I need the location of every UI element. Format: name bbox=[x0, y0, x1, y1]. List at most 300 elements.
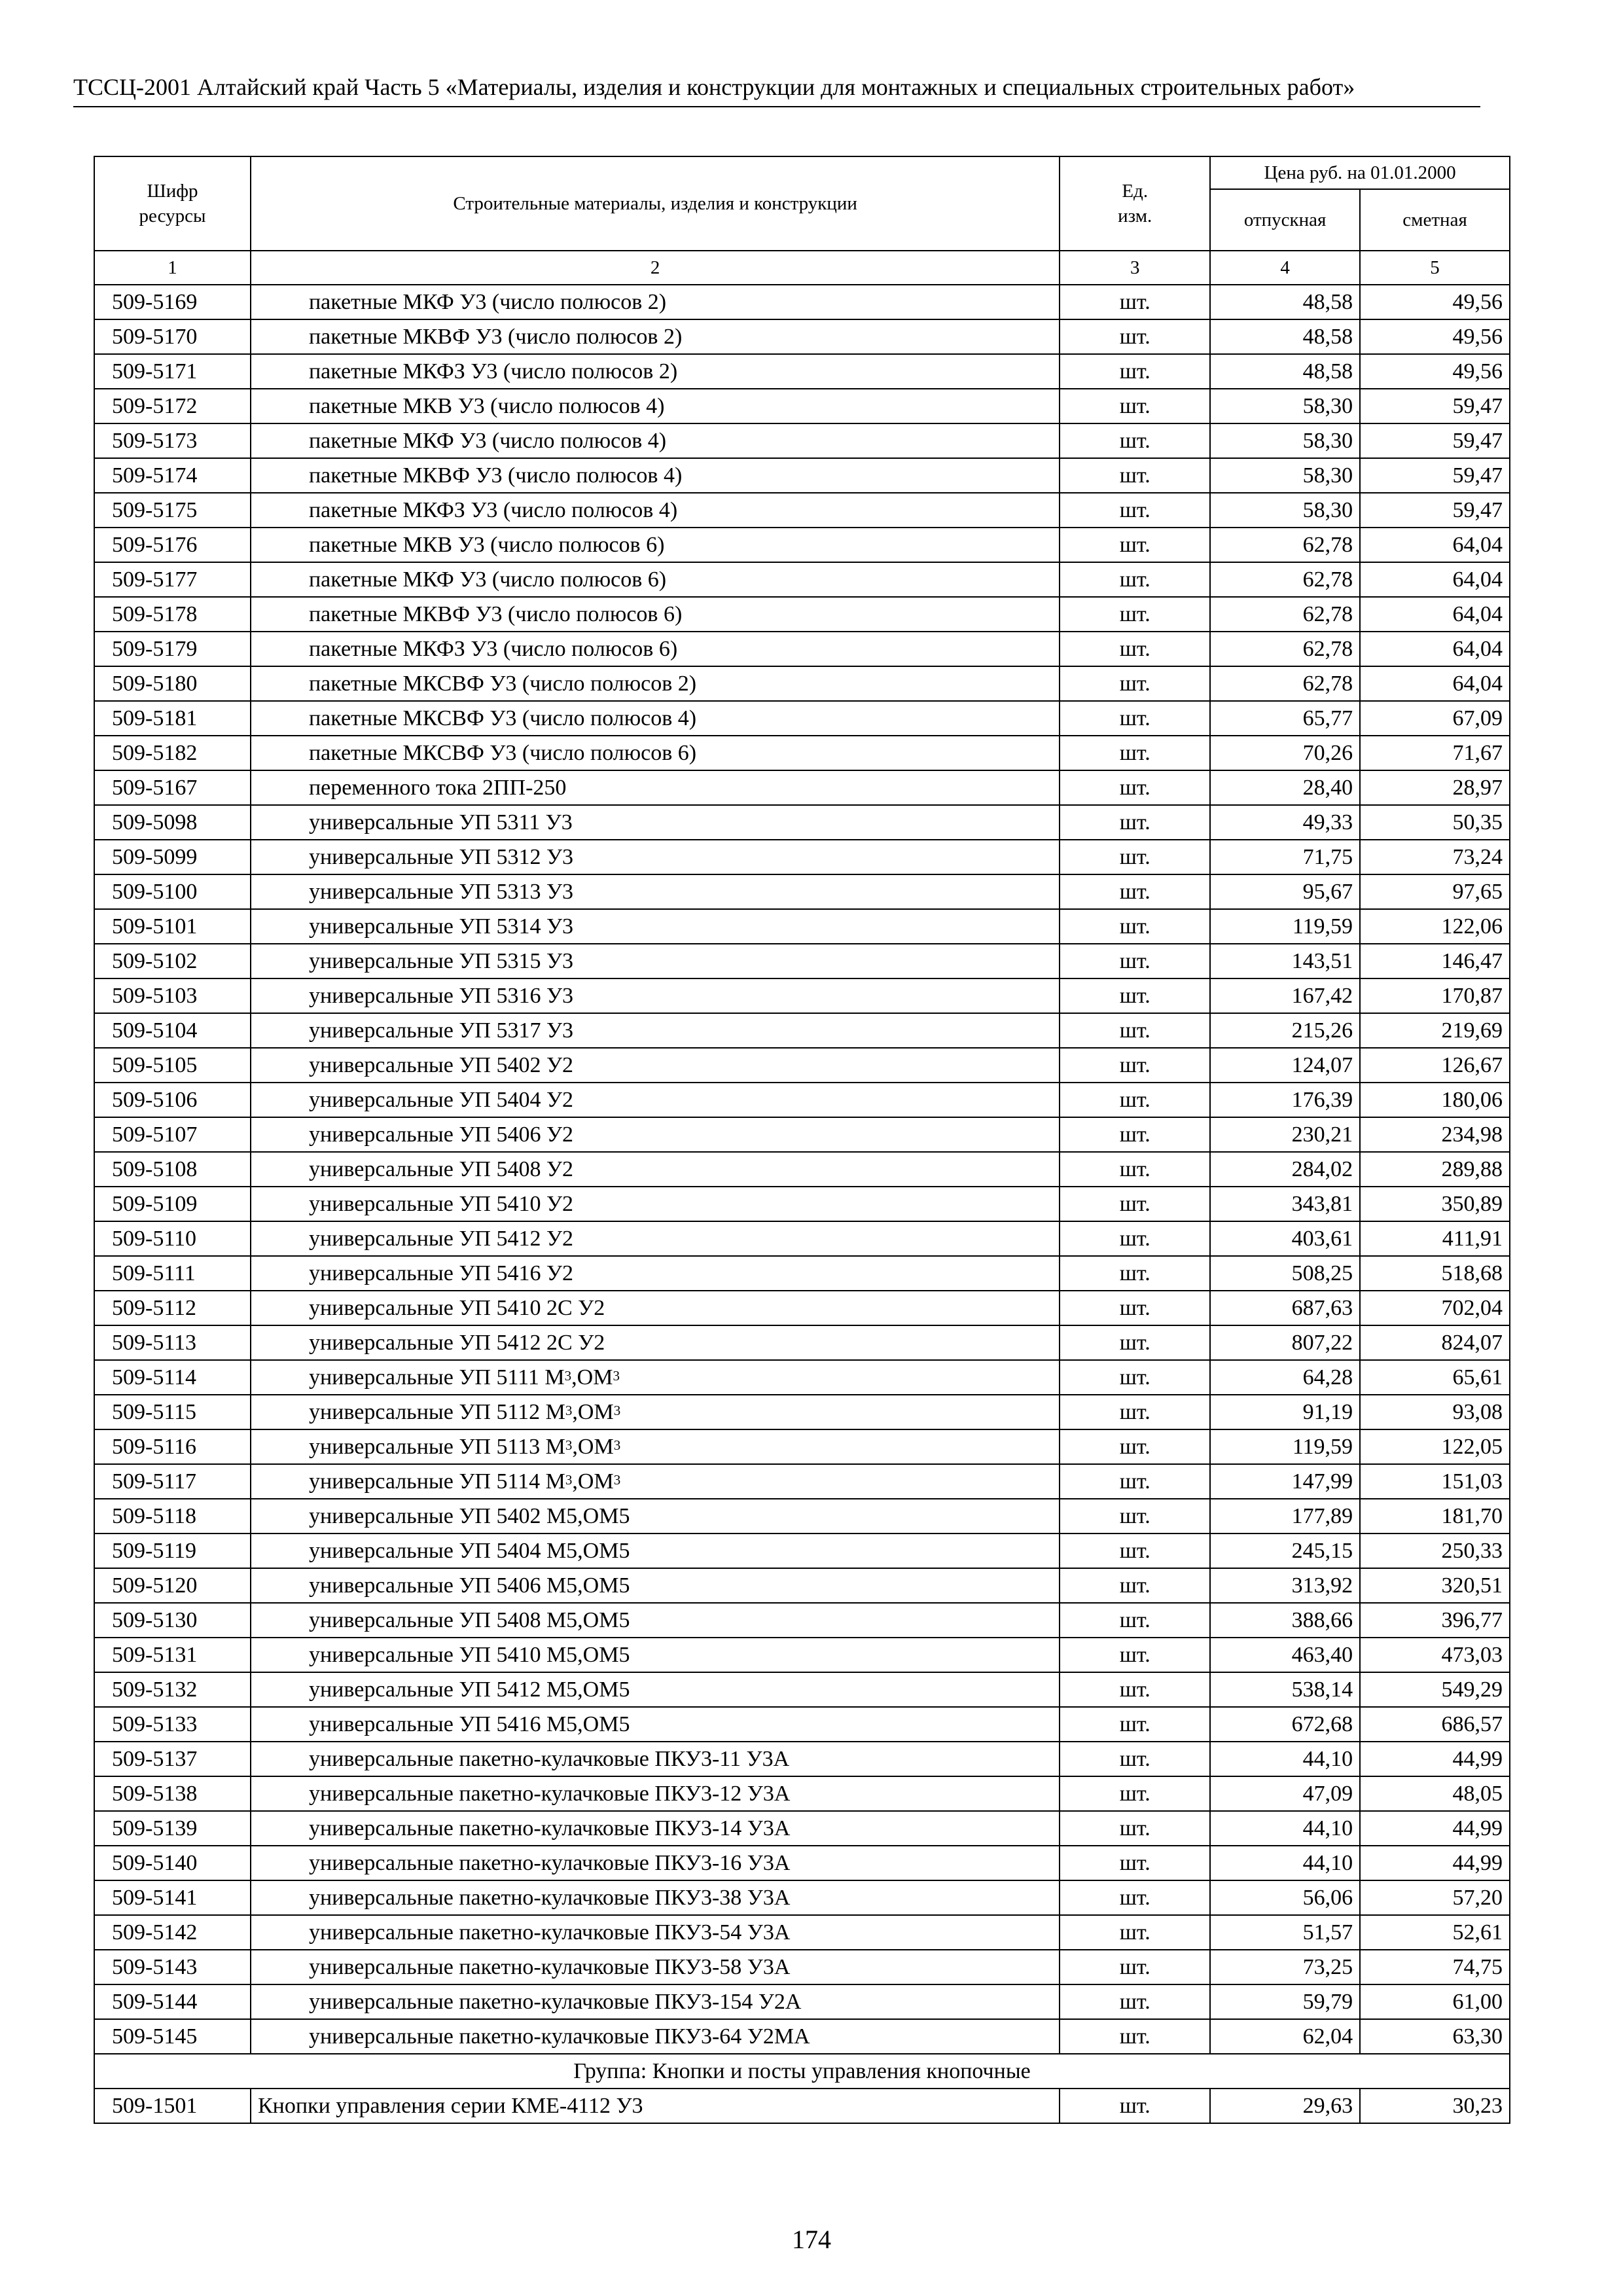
table-row bbox=[94, 1603, 1510, 1638]
unit-of-measure: шт. bbox=[1060, 944, 1210, 978]
table-row bbox=[94, 1846, 1510, 1880]
material-name: универсальные УП 5406 М5,ОМ5 bbox=[251, 1568, 1060, 1603]
resource-code: 509-5119 bbox=[94, 1534, 251, 1568]
unit-of-measure: шт. bbox=[1060, 736, 1210, 770]
material-name: пакетные МКСВФ У3 (число полюсов 4) bbox=[251, 701, 1060, 736]
unit-of-measure: шт. bbox=[1060, 423, 1210, 458]
estimate-price: 64,04 bbox=[1360, 666, 1510, 701]
unit-of-measure: шт. bbox=[1060, 389, 1210, 423]
table-row bbox=[94, 1048, 1510, 1083]
unit-of-measure: шт. bbox=[1060, 562, 1210, 597]
unit-of-measure: шт. bbox=[1060, 840, 1210, 874]
unit-of-measure: шт. bbox=[1060, 1499, 1210, 1534]
unit-of-measure: шт. bbox=[1060, 1187, 1210, 1221]
release-price: 48,58 bbox=[1210, 319, 1360, 354]
resource-code: 509-5172 bbox=[94, 389, 251, 423]
resource-code: 509-5138 bbox=[94, 1776, 251, 1811]
table-row bbox=[94, 1117, 1510, 1152]
table-row bbox=[94, 493, 1510, 528]
estimate-price: 50,35 bbox=[1360, 805, 1510, 840]
estimate-price: 49,56 bbox=[1360, 319, 1510, 354]
release-price: 343,81 bbox=[1210, 1187, 1360, 1221]
table-row bbox=[94, 840, 1510, 874]
resource-code: 509-5102 bbox=[94, 944, 251, 978]
resource-code: 509-5177 bbox=[94, 562, 251, 597]
table-row bbox=[94, 1013, 1510, 1048]
release-price: 167,42 bbox=[1210, 978, 1360, 1013]
resource-code: 509-5100 bbox=[94, 874, 251, 909]
unit-of-measure: шт. bbox=[1060, 354, 1210, 389]
estimate-price: 180,06 bbox=[1360, 1083, 1510, 1117]
release-price: 403,61 bbox=[1210, 1221, 1360, 1256]
material-name-text: универсальные УП 5113 М bbox=[308, 1434, 565, 1459]
release-price: 71,75 bbox=[1210, 840, 1360, 874]
column-header-estimate-price: сметная bbox=[1360, 189, 1510, 251]
unit-of-measure: шт. bbox=[1060, 1117, 1210, 1152]
table-row bbox=[94, 909, 1510, 944]
release-price: 49,33 bbox=[1210, 805, 1360, 840]
resource-code: 509-5178 bbox=[94, 597, 251, 632]
resource-code: 509-5175 bbox=[94, 493, 251, 528]
table-row bbox=[94, 632, 1510, 666]
table-row bbox=[94, 2019, 1510, 2054]
unit-of-measure: шт. bbox=[1060, 1811, 1210, 1846]
estimate-price: 63,30 bbox=[1360, 2019, 1510, 2054]
resource-code: 509-5106 bbox=[94, 1083, 251, 1117]
material-name: универсальные УП 5408 У2 bbox=[251, 1152, 1060, 1187]
superscript: 3 bbox=[613, 1471, 621, 1488]
material-name: пакетные МКСВФ У3 (число полюсов 2) bbox=[251, 666, 1060, 701]
table-row bbox=[94, 1083, 1510, 1117]
resource-code: 509-5174 bbox=[94, 458, 251, 493]
resource-code: 509-5114 bbox=[94, 1360, 251, 1395]
release-price: 807,22 bbox=[1210, 1325, 1360, 1360]
resource-code: 509-5144 bbox=[94, 1984, 251, 2019]
resource-code: 509-5108 bbox=[94, 1152, 251, 1187]
table-row bbox=[94, 1429, 1510, 1464]
release-price: 62,04 bbox=[1210, 2019, 1360, 2054]
table-row bbox=[94, 978, 1510, 1013]
release-price: 119,59 bbox=[1210, 909, 1360, 944]
material-name: универсальные УП 5402 У2 bbox=[251, 1048, 1060, 1083]
unit-of-measure: шт. bbox=[1060, 1534, 1210, 1568]
release-price: 463,40 bbox=[1210, 1638, 1360, 1672]
estimate-price: 73,24 bbox=[1360, 840, 1510, 874]
resource-code: 509-5104 bbox=[94, 1013, 251, 1048]
estimate-price: 518,68 bbox=[1360, 1256, 1510, 1291]
table-row bbox=[94, 354, 1510, 389]
table-row bbox=[94, 1152, 1510, 1187]
material-name: пакетные МКСВФ У3 (число полюсов 6) bbox=[251, 736, 1060, 770]
unit-of-measure: шт. bbox=[1060, 2019, 1210, 2054]
unit-of-measure: шт. bbox=[1060, 1256, 1210, 1291]
estimate-price: 52,61 bbox=[1360, 1915, 1510, 1950]
estimate-price: 350,89 bbox=[1360, 1187, 1510, 1221]
material-name: универсальные УП 5314 У3 bbox=[251, 909, 1060, 944]
unit-of-measure: шт. bbox=[1060, 1638, 1210, 1672]
unit-of-measure: шт. bbox=[1060, 1083, 1210, 1117]
estimate-price: 44,99 bbox=[1360, 1846, 1510, 1880]
resource-code: 509-5171 bbox=[94, 354, 251, 389]
release-price: 58,30 bbox=[1210, 493, 1360, 528]
resource-code: 509-5137 bbox=[94, 1742, 251, 1776]
release-price: 91,19 bbox=[1210, 1395, 1360, 1429]
unit-of-measure: шт. bbox=[1060, 701, 1210, 736]
resource-code: 509-5173 bbox=[94, 423, 251, 458]
unit-of-measure: шт. bbox=[1060, 1984, 1210, 2019]
estimate-price: 320,51 bbox=[1360, 1568, 1510, 1603]
table-row bbox=[94, 805, 1510, 840]
material-name bbox=[251, 1464, 1060, 1499]
estimate-price: 64,04 bbox=[1360, 528, 1510, 562]
table-row bbox=[94, 1256, 1510, 1291]
material-name: пакетные МКФЗ У3 (число полюсов 2) bbox=[251, 354, 1060, 389]
table-row bbox=[94, 736, 1510, 770]
estimate-price: 44,99 bbox=[1360, 1811, 1510, 1846]
release-price: 56,06 bbox=[1210, 1880, 1360, 1915]
release-price: 47,09 bbox=[1210, 1776, 1360, 1811]
resource-code: 509-5182 bbox=[94, 736, 251, 770]
superscript: 3 bbox=[613, 1437, 621, 1453]
column-header-name: Строительные материалы, изделия и конструкции bbox=[251, 156, 1060, 251]
unit-of-measure: шт. bbox=[1060, 1152, 1210, 1187]
release-price: 64,28 bbox=[1210, 1360, 1360, 1395]
resource-code: 509-5105 bbox=[94, 1048, 251, 1083]
material-name: универсальные УП 5312 У3 bbox=[251, 840, 1060, 874]
material-name: переменного тока 2ПП-250 bbox=[251, 770, 1060, 805]
resource-code: 509-5101 bbox=[94, 909, 251, 944]
resource-code: 509-5113 bbox=[94, 1325, 251, 1360]
estimate-price: 686,57 bbox=[1360, 1707, 1510, 1742]
resource-code: 509-5116 bbox=[94, 1429, 251, 1464]
release-price: 508,25 bbox=[1210, 1256, 1360, 1291]
material-name: пакетные МКВ У3 (число полюсов 6) bbox=[251, 528, 1060, 562]
table-row bbox=[94, 1984, 1510, 2019]
estimate-price: 57,20 bbox=[1360, 1880, 1510, 1915]
resource-code: 509-5145 bbox=[94, 2019, 251, 2054]
material-name: пакетные МКВФ У3 (число полюсов 2) bbox=[251, 319, 1060, 354]
unit-of-measure: шт. bbox=[1060, 1221, 1210, 1256]
unit-of-measure: шт. bbox=[1060, 319, 1210, 354]
release-price: 59,79 bbox=[1210, 1984, 1360, 2019]
resource-code: 509-5109 bbox=[94, 1187, 251, 1221]
material-name: универсальные УП 5402 М5,ОМ5 bbox=[251, 1499, 1060, 1534]
column-header-release-price: отпускная bbox=[1210, 189, 1360, 251]
resource-code: 509-5130 bbox=[94, 1603, 251, 1638]
resource-code: 509-5133 bbox=[94, 1707, 251, 1742]
material-name: универсальные УП 5317 У3 bbox=[251, 1013, 1060, 1048]
estimate-price: 30,23 bbox=[1360, 2089, 1510, 2123]
table-row bbox=[94, 389, 1510, 423]
table-row bbox=[94, 1464, 1510, 1499]
release-price: 284,02 bbox=[1210, 1152, 1360, 1187]
release-price: 44,10 bbox=[1210, 1846, 1360, 1880]
material-name: пакетные МКВФ У3 (число полюсов 6) bbox=[251, 597, 1060, 632]
resource-code: 509-5110 bbox=[94, 1221, 251, 1256]
resource-code: 509-5139 bbox=[94, 1811, 251, 1846]
material-name: пакетные МКФЗ У3 (число полюсов 4) bbox=[251, 493, 1060, 528]
table-row bbox=[94, 770, 1510, 805]
table-row bbox=[94, 1742, 1510, 1776]
estimate-price: 64,04 bbox=[1360, 632, 1510, 666]
material-name: универсальные УП 5404 У2 bbox=[251, 1083, 1060, 1117]
superscript: 3 bbox=[613, 1367, 620, 1384]
column-number-5: 5 bbox=[1360, 251, 1510, 285]
material-name bbox=[251, 1395, 1060, 1429]
estimate-price: 122,05 bbox=[1360, 1429, 1510, 1464]
material-name: Кнопки управления серии КМЕ-4112 У3 bbox=[251, 2089, 1060, 2123]
table-row bbox=[94, 1221, 1510, 1256]
estimate-price: 59,47 bbox=[1360, 423, 1510, 458]
release-price: 62,78 bbox=[1210, 562, 1360, 597]
release-price: 215,26 bbox=[1210, 1013, 1360, 1048]
unit-of-measure: шт. bbox=[1060, 1846, 1210, 1880]
material-name-text: универсальные УП 5111 М bbox=[308, 1365, 565, 1390]
material-name: универсальные УП 5404 М5,ОМ5 bbox=[251, 1534, 1060, 1568]
release-price: 44,10 bbox=[1210, 1742, 1360, 1776]
material-name: пакетные МКВ У3 (число полюсов 4) bbox=[251, 389, 1060, 423]
material-name-text: универсальные УП 5114 М bbox=[308, 1469, 565, 1494]
estimate-price: 181,70 bbox=[1360, 1499, 1510, 1534]
unit-of-measure: шт. bbox=[1060, 1360, 1210, 1395]
release-price: 95,67 bbox=[1210, 874, 1360, 909]
table-row bbox=[94, 1638, 1510, 1672]
material-name: универсальные УП 5416 У2 bbox=[251, 1256, 1060, 1291]
material-name: универсальные УП 5315 У3 bbox=[251, 944, 1060, 978]
unit-of-measure: шт. bbox=[1060, 1013, 1210, 1048]
group-heading: Группа: Кнопки и посты управления кнопочные bbox=[94, 2054, 1510, 2089]
superscript: 3 bbox=[565, 1471, 573, 1488]
column-header-unit: Ед. изм. bbox=[1060, 156, 1210, 251]
resource-code: 509-5107 bbox=[94, 1117, 251, 1152]
material-name: универсальные УП 5412 М5,ОМ5 bbox=[251, 1672, 1060, 1707]
estimate-price: 28,97 bbox=[1360, 770, 1510, 805]
table-row bbox=[94, 1291, 1510, 1325]
resource-code: 509-5167 bbox=[94, 770, 251, 805]
resource-code: 509-5180 bbox=[94, 666, 251, 701]
release-price: 124,07 bbox=[1210, 1048, 1360, 1083]
table-row bbox=[94, 1811, 1510, 1846]
resource-code: 509-5142 bbox=[94, 1915, 251, 1950]
table-row bbox=[94, 319, 1510, 354]
estimate-price: 824,07 bbox=[1360, 1325, 1510, 1360]
estimate-price: 49,56 bbox=[1360, 285, 1510, 319]
material-name: универсальные пакетно-кулачковые ПКУ3-12 У3А bbox=[251, 1776, 1060, 1811]
unit-of-measure: шт. bbox=[1060, 909, 1210, 944]
table-row bbox=[94, 528, 1510, 562]
estimate-price: 289,88 bbox=[1360, 1152, 1510, 1187]
estimate-price: 65,61 bbox=[1360, 1360, 1510, 1395]
unit-of-measure: шт. bbox=[1060, 770, 1210, 805]
material-name: универсальные пакетно-кулачковые ПКУ3-11 У3А bbox=[251, 1742, 1060, 1776]
material-name: пакетные МКФ У3 (число полюсов 6) bbox=[251, 562, 1060, 597]
unit-of-measure: шт. bbox=[1060, 1880, 1210, 1915]
unit-of-measure: шт. bbox=[1060, 458, 1210, 493]
material-name: универсальные пакетно-кулачковые ПКУ3-58 У3А bbox=[251, 1950, 1060, 1984]
superscript: 3 bbox=[613, 1402, 621, 1418]
estimate-price: 411,91 bbox=[1360, 1221, 1510, 1256]
estimate-price: 250,33 bbox=[1360, 1534, 1510, 1568]
release-price: 62,78 bbox=[1210, 597, 1360, 632]
column-number-1: 1 bbox=[94, 251, 251, 285]
material-name-suffix: ,ОМ bbox=[572, 1399, 614, 1424]
resource-code: 509-5112 bbox=[94, 1291, 251, 1325]
column-number-2: 2 bbox=[251, 251, 1060, 285]
material-name: универсальные УП 5406 У2 bbox=[251, 1117, 1060, 1152]
release-price: 29,63 bbox=[1210, 2089, 1360, 2123]
estimate-price: 59,47 bbox=[1360, 389, 1510, 423]
release-price: 177,89 bbox=[1210, 1499, 1360, 1534]
release-price: 388,66 bbox=[1210, 1603, 1360, 1638]
table-row bbox=[94, 1915, 1510, 1950]
superscript: 3 bbox=[564, 1367, 572, 1384]
material-name: универсальные УП 5412 2С У2 bbox=[251, 1325, 1060, 1360]
table-row bbox=[94, 285, 1510, 319]
resource-code: 509-5143 bbox=[94, 1950, 251, 1984]
release-price: 119,59 bbox=[1210, 1429, 1360, 1464]
resource-code: 509-1501 bbox=[94, 2089, 251, 2123]
release-price: 230,21 bbox=[1210, 1117, 1360, 1152]
unit-of-measure: шт. bbox=[1060, 1464, 1210, 1499]
estimate-price: 48,05 bbox=[1360, 1776, 1510, 1811]
table-row bbox=[94, 944, 1510, 978]
release-price: 48,58 bbox=[1210, 354, 1360, 389]
unit-of-measure: шт. bbox=[1060, 493, 1210, 528]
table-row bbox=[94, 1325, 1510, 1360]
estimate-price: 549,29 bbox=[1360, 1672, 1510, 1707]
release-price: 538,14 bbox=[1210, 1672, 1360, 1707]
release-price: 28,40 bbox=[1210, 770, 1360, 805]
material-name: универсальные пакетно-кулачковые ПКУ3-54 У3А bbox=[251, 1915, 1060, 1950]
estimate-price: 146,47 bbox=[1360, 944, 1510, 978]
estimate-price: 122,06 bbox=[1360, 909, 1510, 944]
table-row bbox=[94, 1707, 1510, 1742]
estimate-price: 219,69 bbox=[1360, 1013, 1510, 1048]
release-price: 245,15 bbox=[1210, 1534, 1360, 1568]
estimate-price: 170,87 bbox=[1360, 978, 1510, 1013]
release-price: 58,30 bbox=[1210, 423, 1360, 458]
column-header-price: Цена руб. на 01.01.2000 bbox=[1210, 156, 1510, 189]
estimate-price: 473,03 bbox=[1360, 1638, 1510, 1672]
unit-of-measure: шт. bbox=[1060, 1291, 1210, 1325]
unit-of-measure: шт. bbox=[1060, 1742, 1210, 1776]
resource-code: 509-5181 bbox=[94, 701, 251, 736]
material-name: пакетные МКВФ У3 (число полюсов 4) bbox=[251, 458, 1060, 493]
release-price: 143,51 bbox=[1210, 944, 1360, 978]
material-name: универсальные УП 5410 М5,ОМ5 bbox=[251, 1638, 1060, 1672]
estimate-price: 64,04 bbox=[1360, 562, 1510, 597]
estimate-price: 44,99 bbox=[1360, 1742, 1510, 1776]
unit-of-measure: шт. bbox=[1060, 1048, 1210, 1083]
estimate-price: 93,08 bbox=[1360, 1395, 1510, 1429]
material-name-text: универсальные УП 5112 М bbox=[308, 1399, 565, 1424]
group-heading-row bbox=[94, 2054, 1510, 2089]
table-row bbox=[94, 1534, 1510, 1568]
table-row bbox=[94, 423, 1510, 458]
resource-code: 509-5179 bbox=[94, 632, 251, 666]
release-price: 70,26 bbox=[1210, 736, 1360, 770]
release-price: 62,78 bbox=[1210, 528, 1360, 562]
resource-code: 509-5176 bbox=[94, 528, 251, 562]
estimate-price: 396,77 bbox=[1360, 1603, 1510, 1638]
unit-of-measure: шт. bbox=[1060, 597, 1210, 632]
column-header-code: Шифр ресурсы bbox=[94, 156, 251, 251]
material-name: универсальные УП 5408 М5,ОМ5 bbox=[251, 1603, 1060, 1638]
material-name: универсальные пакетно-кулачковые ПКУ3-14 У3А bbox=[251, 1811, 1060, 1846]
estimate-price: 151,03 bbox=[1360, 1464, 1510, 1499]
unit-of-measure: шт. bbox=[1060, 1325, 1210, 1360]
table-row bbox=[94, 1360, 1510, 1395]
estimate-price: 97,65 bbox=[1360, 874, 1510, 909]
material-name: универсальные УП 5311 У3 bbox=[251, 805, 1060, 840]
column-number-3: 3 bbox=[1060, 251, 1210, 285]
material-name: пакетные МКФЗ У3 (число полюсов 6) bbox=[251, 632, 1060, 666]
unit-of-measure: шт. bbox=[1060, 666, 1210, 701]
resource-code: 509-5169 bbox=[94, 285, 251, 319]
resource-code: 509-5140 bbox=[94, 1846, 251, 1880]
release-price: 176,39 bbox=[1210, 1083, 1360, 1117]
estimate-price: 59,47 bbox=[1360, 493, 1510, 528]
material-name bbox=[251, 1429, 1060, 1464]
table-row bbox=[94, 1187, 1510, 1221]
release-price: 44,10 bbox=[1210, 1811, 1360, 1846]
unit-of-measure: шт. bbox=[1060, 1603, 1210, 1638]
page-number: 174 bbox=[792, 2225, 831, 2254]
release-price: 58,30 bbox=[1210, 389, 1360, 423]
material-name: универсальные пакетно-кулачковые ПКУ3-38 У3А bbox=[251, 1880, 1060, 1915]
table-body bbox=[94, 285, 1510, 2123]
material-name: универсальные УП 5410 2С У2 bbox=[251, 1291, 1060, 1325]
material-name: пакетные МКФ У3 (число полюсов 4) bbox=[251, 423, 1060, 458]
unit-of-measure: шт. bbox=[1060, 1776, 1210, 1811]
material-name: универсальные УП 5313 У3 bbox=[251, 874, 1060, 909]
material-name: универсальные УП 5416 М5,ОМ5 bbox=[251, 1707, 1060, 1742]
resource-code: 509-5120 bbox=[94, 1568, 251, 1603]
table-row bbox=[94, 2089, 1510, 2123]
material-name: пакетные МКФ У3 (число полюсов 2) bbox=[251, 285, 1060, 319]
unit-of-measure: шт. bbox=[1060, 874, 1210, 909]
estimate-price: 67,09 bbox=[1360, 701, 1510, 736]
table-row bbox=[94, 1499, 1510, 1534]
superscript: 3 bbox=[565, 1437, 573, 1453]
unit-of-measure: шт. bbox=[1060, 1915, 1210, 1950]
superscript: 3 bbox=[565, 1402, 573, 1418]
material-name: универсальные пакетно-кулачковые ПКУ3-154 У2А bbox=[251, 1984, 1060, 2019]
resource-code: 509-5131 bbox=[94, 1638, 251, 1672]
price-table bbox=[94, 156, 1510, 2124]
resource-code: 509-5117 bbox=[94, 1464, 251, 1499]
resource-code: 509-5099 bbox=[94, 840, 251, 874]
resource-code: 509-5132 bbox=[94, 1672, 251, 1707]
material-name: универсальные УП 5316 У3 bbox=[251, 978, 1060, 1013]
estimate-price: 234,98 bbox=[1360, 1117, 1510, 1152]
unit-of-measure: шт. bbox=[1060, 1395, 1210, 1429]
resource-code: 509-5111 bbox=[94, 1256, 251, 1291]
release-price: 65,77 bbox=[1210, 701, 1360, 736]
resource-code: 509-5103 bbox=[94, 978, 251, 1013]
material-name bbox=[251, 1360, 1060, 1395]
resource-code: 509-5098 bbox=[94, 805, 251, 840]
header-rule bbox=[73, 106, 1480, 107]
release-price: 62,78 bbox=[1210, 666, 1360, 701]
release-price: 58,30 bbox=[1210, 458, 1360, 493]
unit-of-measure: шт. bbox=[1060, 978, 1210, 1013]
table-row bbox=[94, 666, 1510, 701]
estimate-price: 59,47 bbox=[1360, 458, 1510, 493]
unit-of-measure: шт. bbox=[1060, 1429, 1210, 1464]
unit-of-measure: шт. bbox=[1060, 285, 1210, 319]
resource-code: 509-5141 bbox=[94, 1880, 251, 1915]
